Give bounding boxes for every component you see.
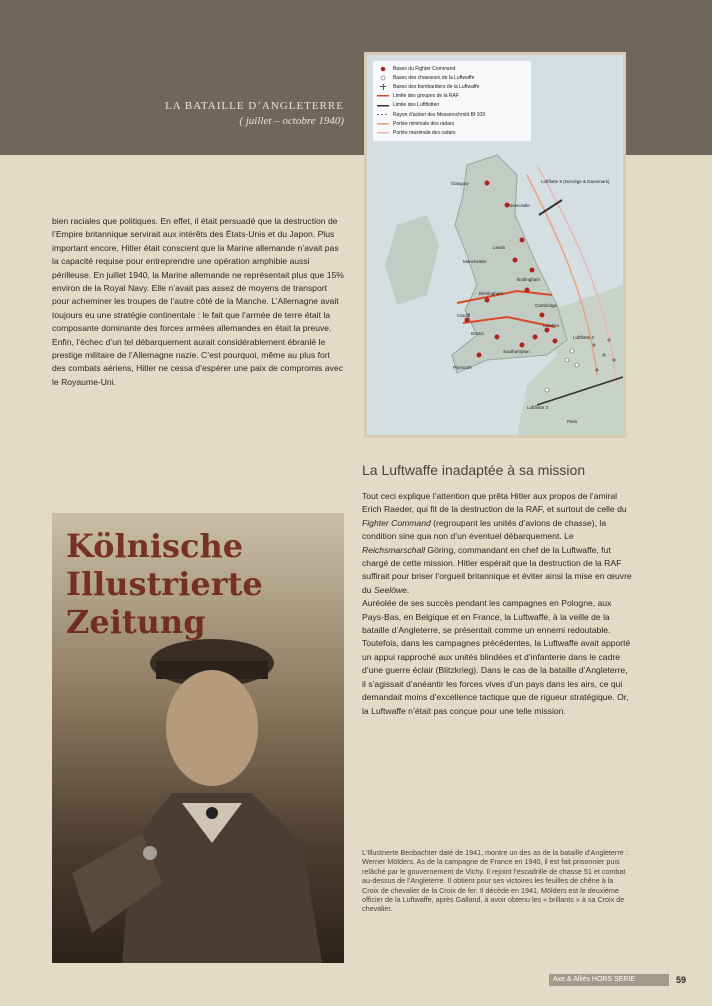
legend-label: Limite des Luftflotten xyxy=(393,102,440,109)
place-label: Luftflotte 3 xyxy=(527,405,549,410)
italic-term: Reichsmarschall xyxy=(362,544,426,555)
italic-term: Seelöwe xyxy=(373,584,407,595)
pink-line-icon xyxy=(377,130,389,136)
left-column-text: bien raciales que politiques. En effet, il était persuadé que la destruction de l’Empire britannique servirait aux intérêts des États-Unis et du Japon. Plus important encore, Hitler était conscient que la Marine allemande n’avait pas la capacité requise pour entreprendre une opération amphibie aussi périlleuse. En juillet 1940, la Marine allemande ne représentait plus que 15% environ de la Royal Navy. Elle n’avait pas assez de moyens de transport pour acheminer les troupes de l’autre côté de la Manche. L’Allemagne avait toujours eu une stratégie continentale : le fait que l’armée de terre était la composante dominante des forces armées allemandes en était la preuve. Enfin, l’échec d’un tel débarquement aurait considérablement ébranlé le prestige militaire de l’Allemagne nazie. C’est pourquoi, même au plus fort des combats aériens, Hitler ne cessa d’espérer une paix de compromis avec le Royaume-Uni. xyxy=(52,216,344,387)
header-title: LA BATAILLE D’ANGLETERRE xyxy=(165,100,344,112)
paragraph-1 xyxy=(362,490,632,597)
legend-label: Rayon d’action des Messerschmitt Bf 109 xyxy=(393,111,485,118)
legend-label: Bases des bombardiers de la Luftwaffe xyxy=(393,83,480,90)
map-annotation: Luftflotte 5 (Norvège & Danemark) xyxy=(541,179,610,184)
map-legend xyxy=(373,61,531,141)
legend-item xyxy=(377,82,527,91)
magazine-cover-photo xyxy=(52,513,344,963)
right-column-text xyxy=(362,490,632,718)
legend-item xyxy=(377,73,527,82)
text-run: . xyxy=(406,584,410,595)
legend-item xyxy=(377,128,527,137)
place-label: Cardiff xyxy=(457,313,471,318)
text-run: (regroupant les unités d’avions de chasse), la condition sine qua non d’un éventuel débarquement. Le xyxy=(362,517,607,542)
place-label: Londres xyxy=(543,323,560,328)
legend-item xyxy=(377,110,527,119)
place-label: Paris xyxy=(567,419,578,424)
place-label: Cambridge xyxy=(535,303,558,308)
italic-term: Fighter Command xyxy=(362,517,431,528)
place-label: Manchester xyxy=(463,259,487,264)
white-circle-icon xyxy=(377,75,389,81)
legend-label: Bases des chasseurs de la Luftwaffe xyxy=(393,74,475,81)
legend-item xyxy=(377,64,527,73)
footer-label: Axe & Alliés HORS SERIE xyxy=(553,976,636,983)
photo-caption: L’Illustrierte Beobachter daté de 1941, montre un des as de la bataille d’Angleterre : Werner Mölders. As de la campagne de France en 1940, il est fait prisonnier puis relâché par le gouvernement de Vichy. Il rejoint l’escadrille de chasse 51 et combat au-dessus de l’Angleterre. Il obtient pour ses victoires les feuilles de chêne à la Croix de chevalier de la Croix de fer. Il décède en 1941. Mölders est le deuxième officier de la Luftwaffe, après Galland, à avoir obtenu les « brillants » à sa Croix de chevalier. xyxy=(362,848,628,914)
text-run: Tout ceci explique l’attention que prêta Hitler aux propos de l’amiral Erich Raeder, qui fit de la destruction de la RAF, et surtout de celle du xyxy=(362,491,627,515)
place-label: Luftflotte 2 xyxy=(573,335,595,340)
text-run: Göring, commandant en chef de la Luftwaffe, fut chargé de cette mission. Hitler espérait que la destruction de la RAF suffirait pour briser l’orgueil britannique et éviter ainsi la mise en œuvre du xyxy=(362,544,632,595)
place-label: Nottingham xyxy=(517,277,541,282)
place-label: Newcastle xyxy=(509,203,530,208)
legend-label: Portée minimale des radars xyxy=(393,120,455,127)
legend-label: Bases du Fighter Command xyxy=(393,65,456,72)
red-line-icon xyxy=(377,93,389,99)
place-label: Plymouth xyxy=(453,365,472,370)
legend-item xyxy=(377,92,527,101)
cover-masthead: Kölnische Illustrierte Zeitung xyxy=(66,527,263,641)
orange-line-icon xyxy=(377,121,389,127)
legend-item xyxy=(377,101,527,110)
dark-line-icon xyxy=(377,102,389,108)
section-header xyxy=(150,100,344,127)
place-label: Glasgow xyxy=(451,181,469,186)
section-title: La Luftwaffe inadaptée à sa mission xyxy=(362,462,586,478)
legend-label: Limite des groupes de la RAF xyxy=(393,93,459,100)
battle-map xyxy=(364,52,626,438)
red-dot-icon xyxy=(377,66,389,72)
dashed-line-icon xyxy=(377,112,389,118)
ireland-shape xyxy=(385,215,439,305)
header-dates: ( juillet – octobre 1940) xyxy=(239,115,344,127)
place-label: Bristol xyxy=(471,331,484,336)
paragraph-2: Auréolée de ses succès pendant les campagnes en Pologne, aux Pays-Bas, en Belgique et en France, la Luftwaffe, à la veille de la bataille d’Angleterre, se présentait comme un ennemi redoutable. Toutefois, dans les campagnes précédentes, la Luftwaffe avait apporté un appui rapproché aux unités blindées et d’infanterie dans le cadre d’une guerre éclair (Blitzkrieg). Dans le cas de la bataille d’Angleterre, il s’agissait d’anéantir les forces vives d’un pays dans les airs, ce qui demandait moins d’excellence tactique que de rigueur stratégique. Or, la Luftwaffe n’était pas conçue pour une telle mission. xyxy=(362,598,631,716)
cross-icon xyxy=(377,84,389,90)
page-number: 59 xyxy=(676,975,687,985)
legend-label: Portée maximale des radars xyxy=(393,129,456,136)
place-label: Birmingham xyxy=(479,291,504,296)
place-label: Southampton xyxy=(503,349,530,354)
legend-item xyxy=(377,119,527,128)
place-label: Leeds xyxy=(493,245,506,250)
